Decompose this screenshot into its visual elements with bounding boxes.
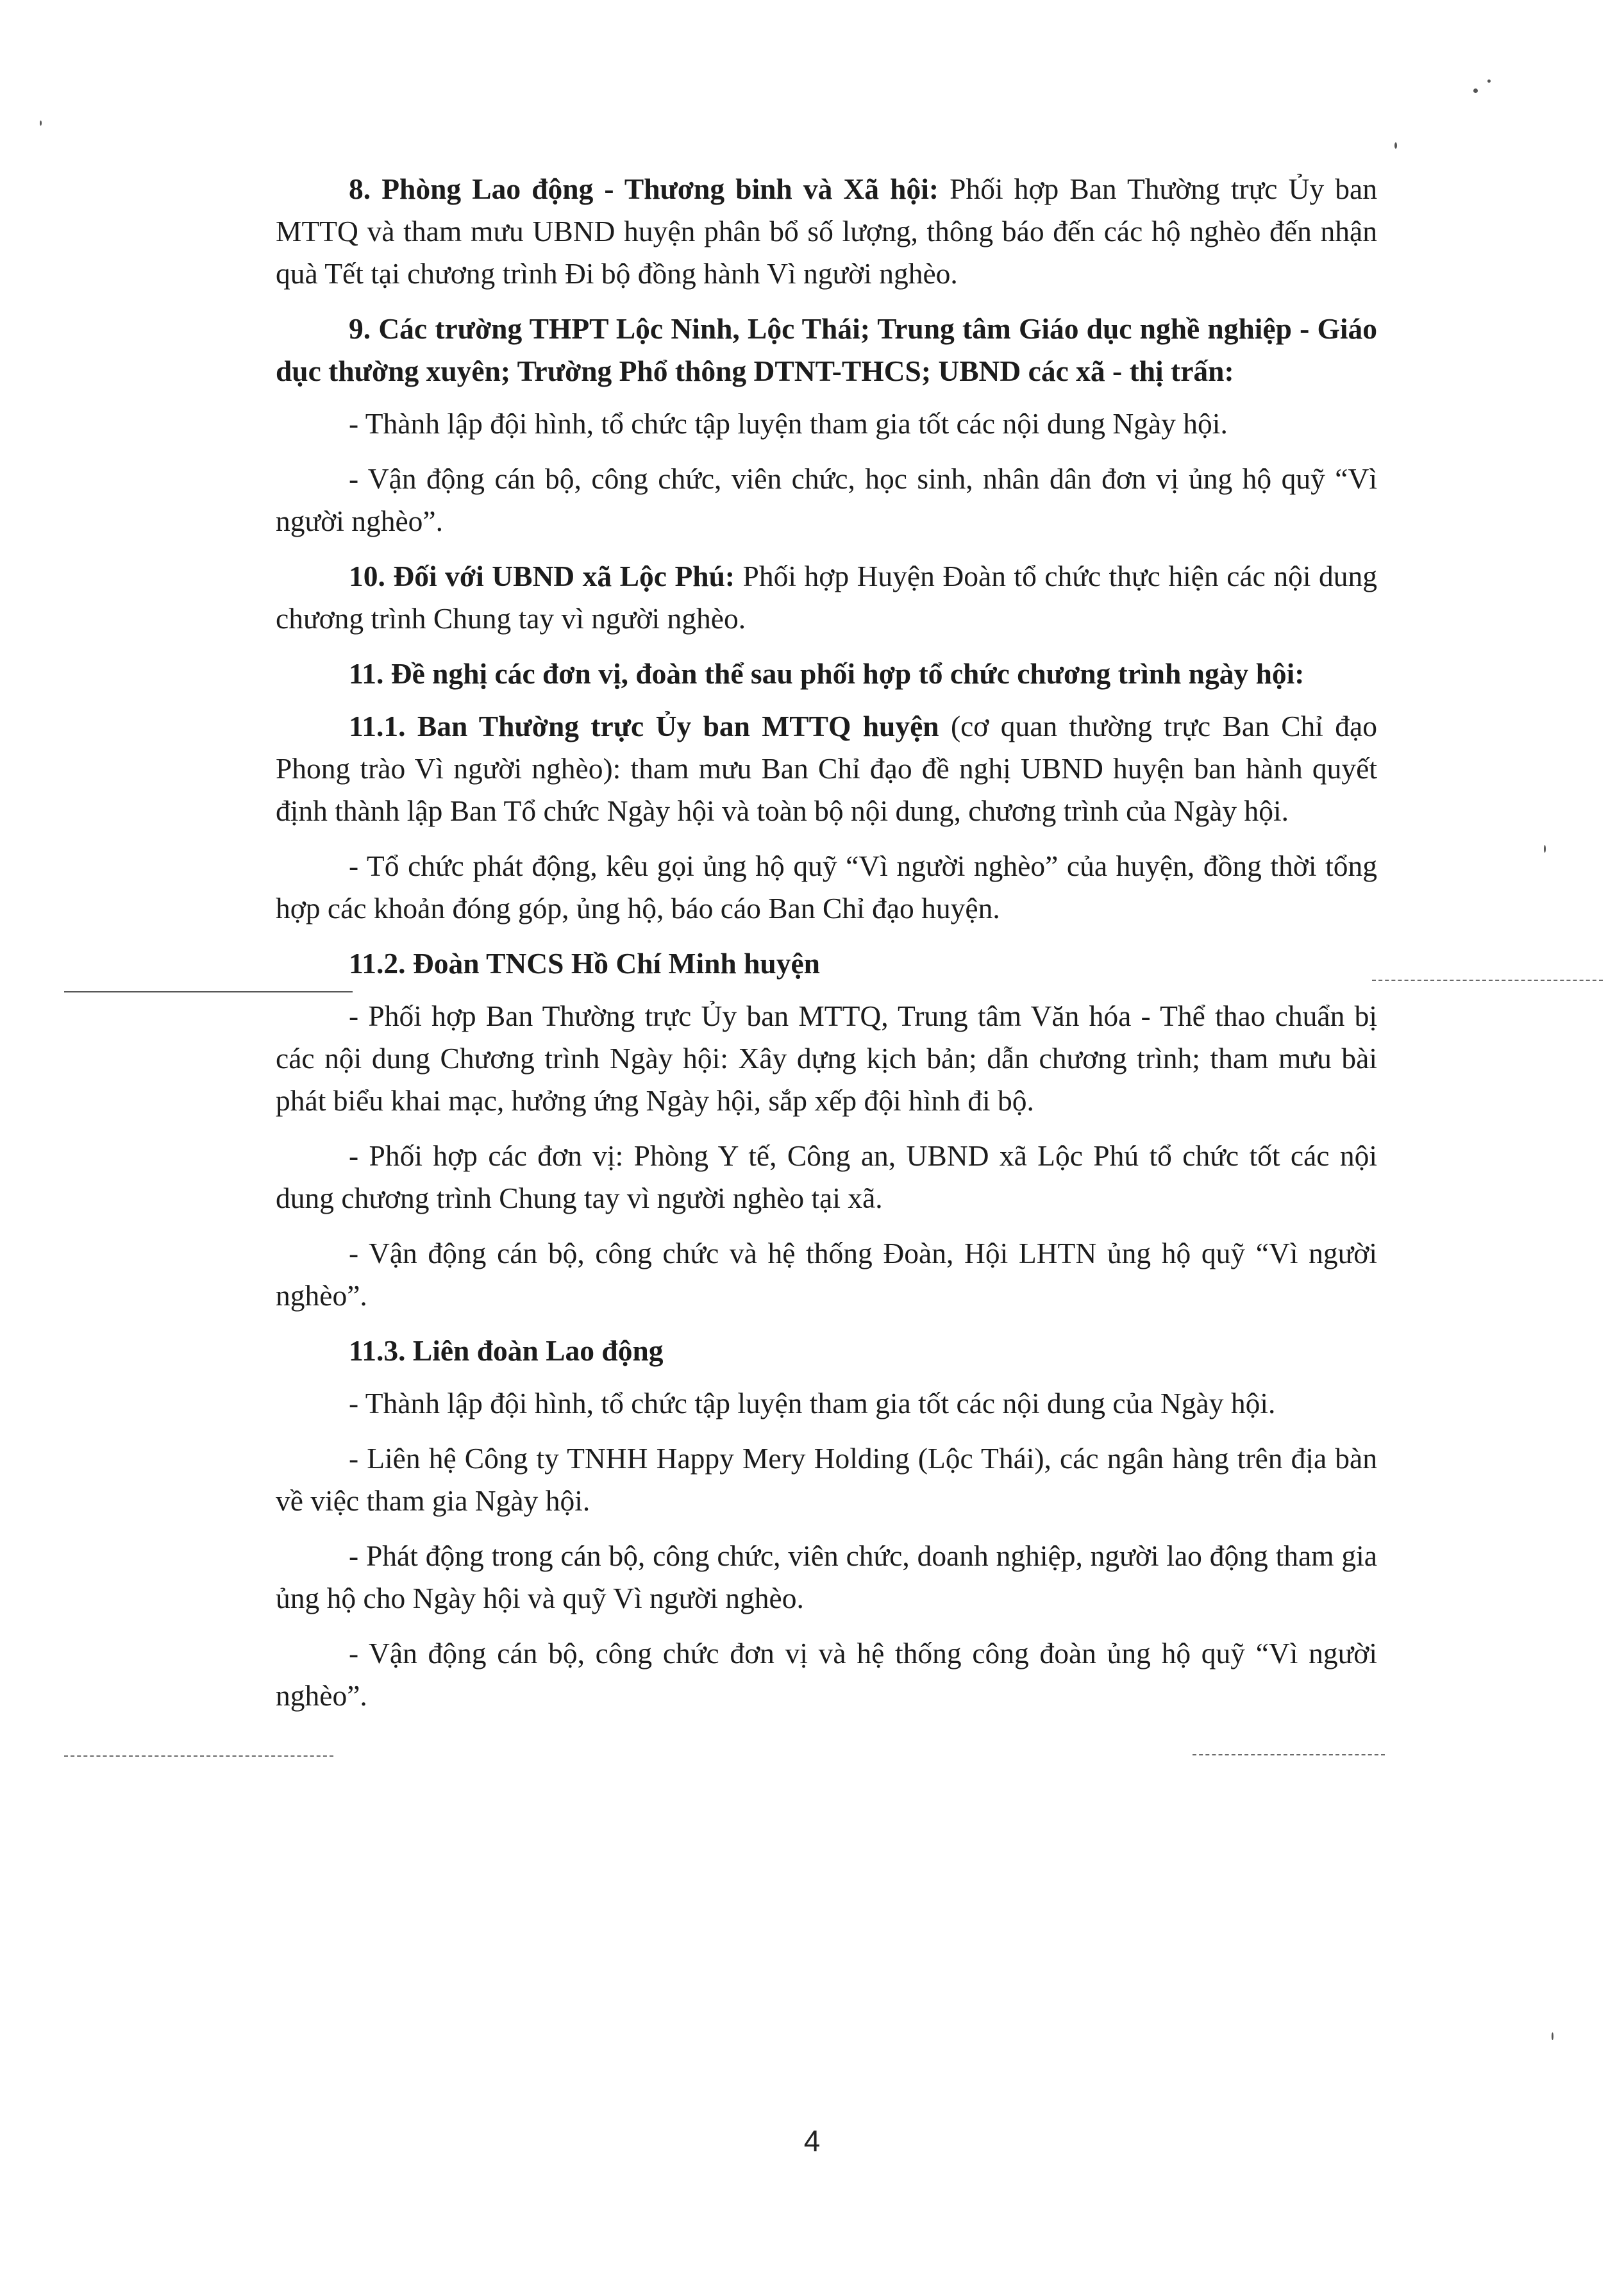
paragraph: [276, 555, 1377, 640]
scan-speck: [1544, 845, 1546, 853]
scan-speck: [40, 121, 42, 126]
paragraph: [276, 1232, 1377, 1317]
paragraph: [276, 995, 1377, 1122]
paragraph-text: - Thành lập đội hình, tổ chức tập luyện tham gia tốt các nội dung Ngày hội.: [349, 407, 1228, 440]
scan-artifact-line: [64, 1755, 333, 1757]
paragraph: [276, 1330, 1377, 1372]
section-heading: 8. Phòng Lao động - Thương binh và Xã hội:: [349, 172, 939, 205]
paragraph-text: - Liên hệ Công ty TNHH Happy Mery Holding (Lộc Thái), các ngân hàng trên địa bàn về việc tham gia Ngày hội.: [276, 1442, 1377, 1517]
section-heading: 11.3. Liên đoàn Lao động: [349, 1334, 664, 1367]
document-body: [276, 168, 1377, 1730]
paragraph-text: Phối hợp Huyện Đoàn tổ chức thực hiện các nội dung chương trình Chung tay vì người nghèo.: [276, 560, 1378, 635]
paragraph: [276, 1437, 1377, 1522]
scan-artifact-line: [1372, 980, 1603, 981]
paragraph-text: - Phối hợp các đơn vị: Phòng Y tế, Công an, UBND xã Lộc Phú tổ chức tốt các nội dung chương trình Chung tay vì người nghèo tại xã.: [276, 1139, 1377, 1214]
scan-speck: [1552, 2032, 1553, 2040]
paragraph-text: - Thành lập đội hình, tổ chức tập luyện tham gia tốt các nội dung của Ngày hội.: [349, 1387, 1276, 1419]
paragraph: [276, 845, 1377, 930]
paragraph: [276, 403, 1377, 445]
section-heading: 9. Các trường THPT Lộc Ninh, Lộc Thái; Trung tâm Giáo dục nghề nghiệp - Giáo dục thường xuyên; Trường Phổ thông DTNT-THCS; UBND các xã - thị trấn:: [276, 312, 1377, 387]
paragraph: [276, 653, 1377, 695]
paragraph: [276, 458, 1377, 542]
section-heading: 10. Đối với UBND xã Lộc Phú:: [349, 560, 735, 592]
paragraph-text: (cơ quan thường trực Ban Chỉ đạo Phong trào Vì người nghèo): tham mưu Ban Chỉ đạo đề nghị UBND huyện ban hành quyết định thành lập Ban Tổ chức Ngày hội và toàn bộ nội dung, chương trình của Ngày hội.: [276, 710, 1378, 827]
scan-artifact-line: [1193, 1754, 1385, 1755]
paragraph: [276, 942, 1377, 985]
paragraph: [276, 1632, 1377, 1717]
paragraph-text: - Vận động cán bộ, công chức, viên chức, học sinh, nhân dân đơn vị ủng hộ quỹ “Vì người nghèo”.: [276, 462, 1377, 537]
section-heading: 11.1. Ban Thường trực Ủy ban MTTQ huyện: [349, 710, 939, 742]
paragraph: [276, 1135, 1377, 1219]
paragraph-text: - Vận động cán bộ, công chức và hệ thống Đoàn, Hội LHTN ủng hộ quỹ “Vì người nghèo”.: [276, 1237, 1377, 1312]
paragraph: [276, 308, 1377, 392]
paragraph: [276, 1382, 1377, 1425]
paragraph: [276, 705, 1377, 832]
paragraph: [276, 168, 1377, 295]
scan-speck: [1487, 80, 1491, 83]
page-number: 4: [803, 2124, 821, 2157]
paragraph-text: - Phát động trong cán bộ, công chức, viên chức, doanh nghiệp, người lao động tham gia ủng hộ cho Ngày hội và quỹ Vì người nghèo.: [276, 1539, 1377, 1614]
scan-speck: [1473, 88, 1478, 93]
scan-speck: [1394, 142, 1397, 149]
paragraph-text: - Tổ chức phát động, kêu gọi ủng hộ quỹ “Vì người nghèo” của huyện, đồng thời tổng hợp các khoản đóng góp, ủng hộ, báo cáo Ban Chỉ đạo huyện.: [276, 850, 1377, 925]
paragraph-text: - Phối hợp Ban Thường trực Ủy ban MTTQ, Trung tâm Văn hóa - Thể thao chuẩn bị các nội dung Chương trình Ngày hội: Xây dựng kịch bản; dẫn chương trình; tham mưu bài phát biểu khai mạc, hưởng ứng Ngày hội, sắp xếp đội hình đi bộ.: [276, 1000, 1377, 1117]
section-heading: 11. Đề nghị các đơn vị, đoàn thể sau phối hợp tổ chức chương trình ngày hội:: [349, 657, 1305, 690]
paragraph-text: Phối hợp Ban Thường trực Ủy ban MTTQ và tham mưu UBND huyện phân bổ số lượng, thông báo đến các hộ nghèo đến nhận quà Tết tại chương trình Đi bộ đồng hành Vì người nghèo.: [276, 172, 1377, 290]
paragraph: [276, 1535, 1377, 1620]
section-heading: 11.2. Đoàn TNCS Hồ Chí Minh huyện: [349, 947, 820, 980]
paragraph-text: - Vận động cán bộ, công chức đơn vị và hệ thống công đoàn ủng hộ quỹ “Vì người nghèo”.: [276, 1637, 1377, 1712]
